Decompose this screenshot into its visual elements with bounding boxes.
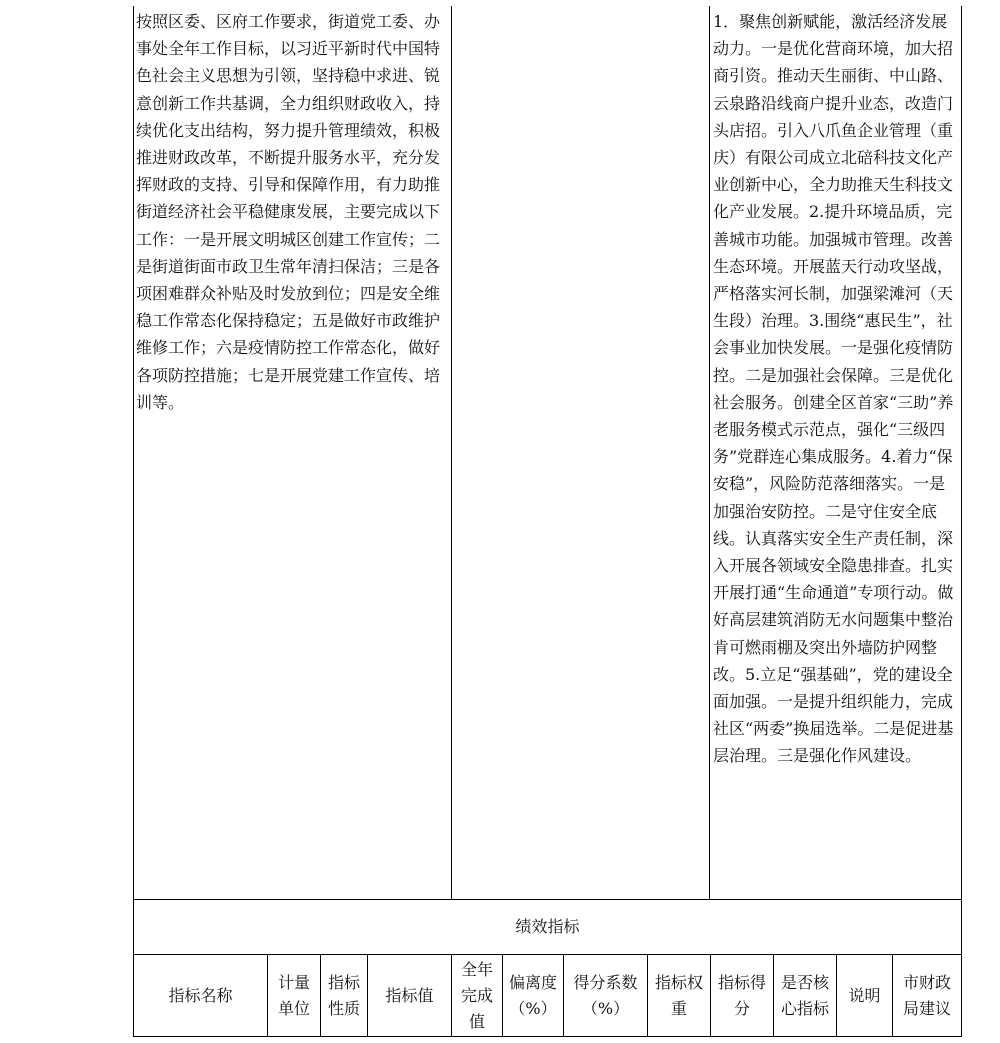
table-border-bottom	[133, 1036, 962, 1037]
column-divider	[709, 6, 710, 899]
header-weight: 指标权 重	[654, 973, 703, 1018]
header-indicator-type: 指标 性质	[327, 973, 360, 1018]
table-border-right	[961, 6, 962, 1037]
header-unit: 计量 单位	[277, 973, 310, 1018]
header-notes: 说明	[848, 986, 881, 1005]
header-indicator-name: 指标名称	[168, 986, 233, 1005]
header-annual-completed: 全年 完成 值	[460, 960, 493, 1031]
header-core-indicator: 是否核 心指标	[780, 973, 829, 1018]
header-deviation: 偏离度 （%）	[508, 973, 557, 1018]
performance-indicators-title: 绩效指标	[515, 917, 580, 936]
annual-work-summary: 按照区委、区府工作要求，街道党工委、办事处全年工作目标，以习近平新时代中国特色社会主义思想为引领，坚持稳中求进、锐意创新工作共基调，全力组织财政收入，持续优化支出结构，努力提升管理绩效，积极推进财政改革，不断提升服务水平，充分发挥财政的支持、引导和保障作用，有力助推街道经济社会平稳健康发展，主要完成以下工作：一是开展文明城区创建工作宣传；二是街道街面市政卫生常年清扫保洁；三是各项困难群众补贴及时发放到位；四是安全维稳工作常态化保持稳定；五是做好市政维护维修工作；六是疫情防控工作常态化，做好各项防控措施；七是开展党建工作宣传、培训等。	[136, 12, 441, 412]
key-achievements: 1．聚焦创新赋能，激活经济发展动力。一是优化营商环境，加大招商引资。推动天生丽街、中山路、云泉路沿线商户提升业态，改造门头店招。引入八爪鱼企业管理（重庆）有限公司成立北碚科技文化产业创新中心，全力助推天生科技文化产业发展。2.提升环境品质，完善城市功能。加强城市管理。改善生态环境。开展蓝天行动攻坚战，严格落实河长制，加强梁滩河（天生段）治理。3.围绕“惠民生”，社会事业加快发展。一是强化疫情防控。二是加强社会保障。三是优化社会服务。创建全区首家“三助”养老服务模式示范点，强化“三级四务”党群连心集成服务。4.着力“保安稳”，风险防范落细落实。一是加强治安防控。二是守住安全底线。认真落实安全生产责任制，深入开展各领域安全隐患排查。扎实开展打通“生命通道”专项行动。做好高层建筑消防无水问题集中整治肯可燃雨棚及突出外墙防护网整改。5.立足“强基础”，党的建设全面加强。一是提升组织能力，完成社区“两委”换届选举。二是促进基层治理。三是强化作风建设。	[713, 12, 954, 766]
header-score: 指标得 分	[717, 973, 766, 1018]
table-border-left	[133, 6, 134, 1037]
header-indicator-value: 指标值	[385, 986, 434, 1005]
column-divider	[451, 6, 452, 899]
header-finance-bureau-advice: 市财政 局建议	[902, 973, 951, 1018]
header-score-coefficient: 得分系数 （%）	[573, 973, 638, 1018]
row-divider	[133, 954, 962, 955]
row-divider	[133, 899, 962, 900]
